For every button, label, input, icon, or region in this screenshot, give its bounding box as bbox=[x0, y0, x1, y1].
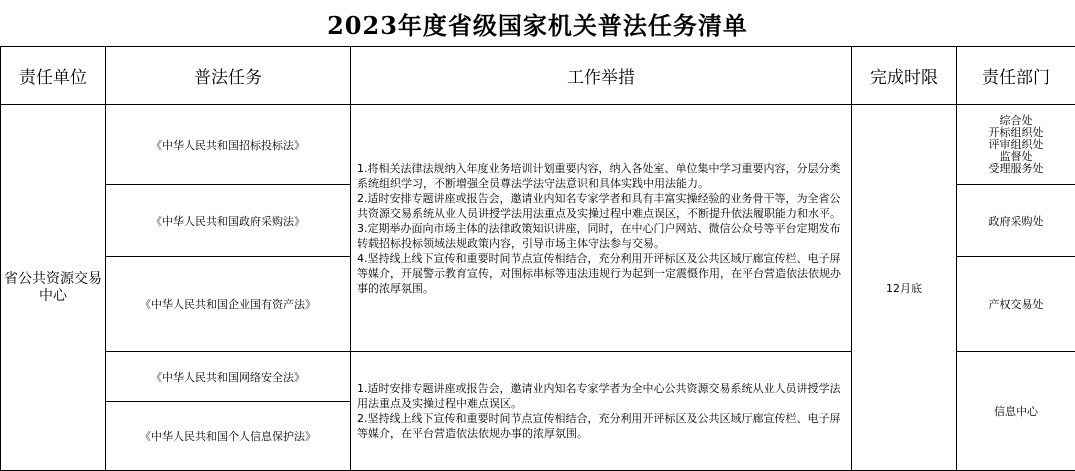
law-item: 《中华人民共和国政府采购法》 bbox=[106, 185, 351, 257]
measure-text: 2.坚持线上线下宣传和重要时间节点宣传相结合，充分利用开评标区及公共区域厅廊宣传栏、电子屏等媒介，在平台营造依法依规办事的浓厚氛围。 bbox=[357, 411, 845, 441]
dept-list-1 bbox=[957, 105, 1075, 185]
dept-item: 受理服务处 bbox=[957, 163, 1075, 175]
dept-item: 政府采购处 bbox=[957, 185, 1075, 257]
law-item: 《中华人民共和国个人信息保护法》 bbox=[106, 402, 351, 471]
dept-item: 开标组织处 bbox=[957, 127, 1075, 139]
dept-item: 综合处 bbox=[957, 115, 1075, 127]
law-item: 《中华人民共和国招标投标法》 bbox=[106, 105, 351, 185]
dept-item: 评审组织处 bbox=[957, 139, 1075, 151]
table-row bbox=[1, 105, 1075, 185]
sheet-title: 2023年度省级国家机关普法任务清单 bbox=[0, 0, 1075, 46]
measure-text: 1.将相关法律法规纳入年度业务培训计划重要内容，纳入各处室、单位集中学习重要内容，分层分类系统组织学习，不断增强全员尊法学法守法意识和具体实践中用法能力。 bbox=[357, 161, 845, 191]
header-deadline: 完成时限 bbox=[852, 47, 957, 105]
header-task: 普法任务 bbox=[106, 47, 351, 105]
dept-item: 产权交易处 bbox=[957, 257, 1075, 352]
law-item: 《中华人民共和国网络安全法》 bbox=[106, 352, 351, 402]
measures-group-2 bbox=[351, 352, 852, 471]
dept-item: 监督处 bbox=[957, 151, 1075, 163]
measures-group-1 bbox=[351, 105, 852, 352]
header-measures: 工作举措 bbox=[351, 47, 852, 105]
dept-item: 信息中心 bbox=[957, 352, 1075, 471]
header-unit: 责任单位 bbox=[1, 47, 106, 105]
measure-text: 3.定期举办面向市场主体的法律政策知识讲座，同时，在中心门户网站、微信公众号等平台定期发布转载招标投标领域法规政策内容，引导市场主体守法参与交易。 bbox=[357, 221, 845, 251]
header-row bbox=[1, 47, 1075, 105]
measure-text: 4.坚持线上线下宣传和重要时间节点宣传相结合，充分利用开评标区及公共区域厅廊宣传栏、电子屏等媒介，开展警示教育宣传，对围标串标等违法违规行为起到一定震慑作用，在平台营造依法依规办事的浓厚氛围。 bbox=[357, 251, 845, 296]
law-item: 《中华人民共和国企业国有资产法》 bbox=[106, 257, 351, 352]
header-dept: 责任部门 bbox=[957, 47, 1075, 105]
measure-text: 2.适时安排专题讲座或报告会，邀请业内知名专家学者和具有丰富实操经验的业务骨干等，为全省公共资源交易系统从业人员讲授学法用法重点及实操过程中难点误区，不断提升依法履职能力和水平。 bbox=[357, 191, 845, 221]
measure-text: 1.适时安排专题讲座或报告会，邀请业内知名专家学者为全中心公共资源交易系统从业人员讲授学法用法重点及实操过程中难点误区。 bbox=[357, 381, 845, 411]
task-table bbox=[0, 46, 1075, 471]
responsible-unit: 省公共资源交易中心 bbox=[1, 105, 106, 471]
deadline: 12月底 bbox=[852, 105, 957, 471]
